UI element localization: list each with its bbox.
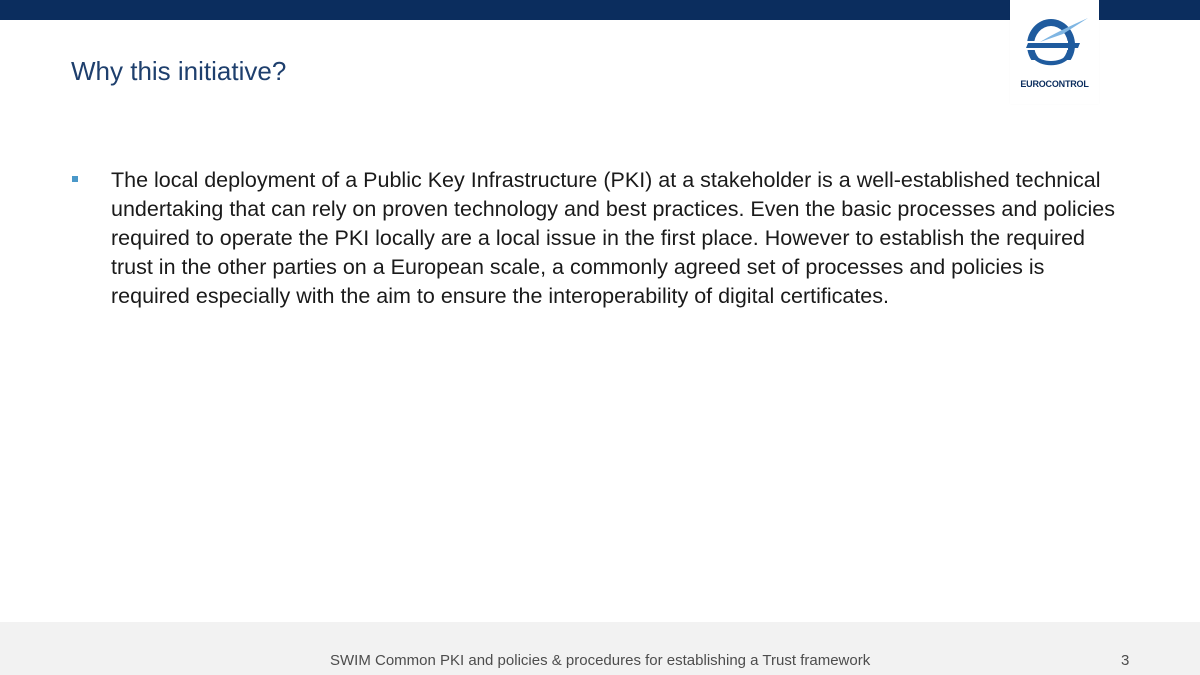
bullet-text: The local deployment of a Public Key Infrastructure (PKI) at a stakeholder is a well-established technical undertaking that can rely on proven technology and best practices. Even the basic processes and policies required to operate the PKI locally are a local issue in the first place. However to establish the required trust in the other parties on a European scale, a commonly agreed set of processes and policies is required especially with the aim to ensure the interoperability of digital certificates.: [111, 168, 1115, 308]
page-number: 3: [1121, 652, 1130, 669]
eurocontrol-logo: [1010, 0, 1099, 104]
footer: [0, 622, 1200, 675]
logo-wordmark: EUROCONTROL: [1020, 79, 1089, 89]
footer-title: SWIM Common PKI and policies & procedures for establishing a Trust framework: [330, 652, 871, 669]
bullet-marker-icon: [72, 176, 78, 182]
eurocontrol-logo-icon: [1018, 12, 1092, 74]
page-title: Why this initiative?: [71, 56, 287, 86]
